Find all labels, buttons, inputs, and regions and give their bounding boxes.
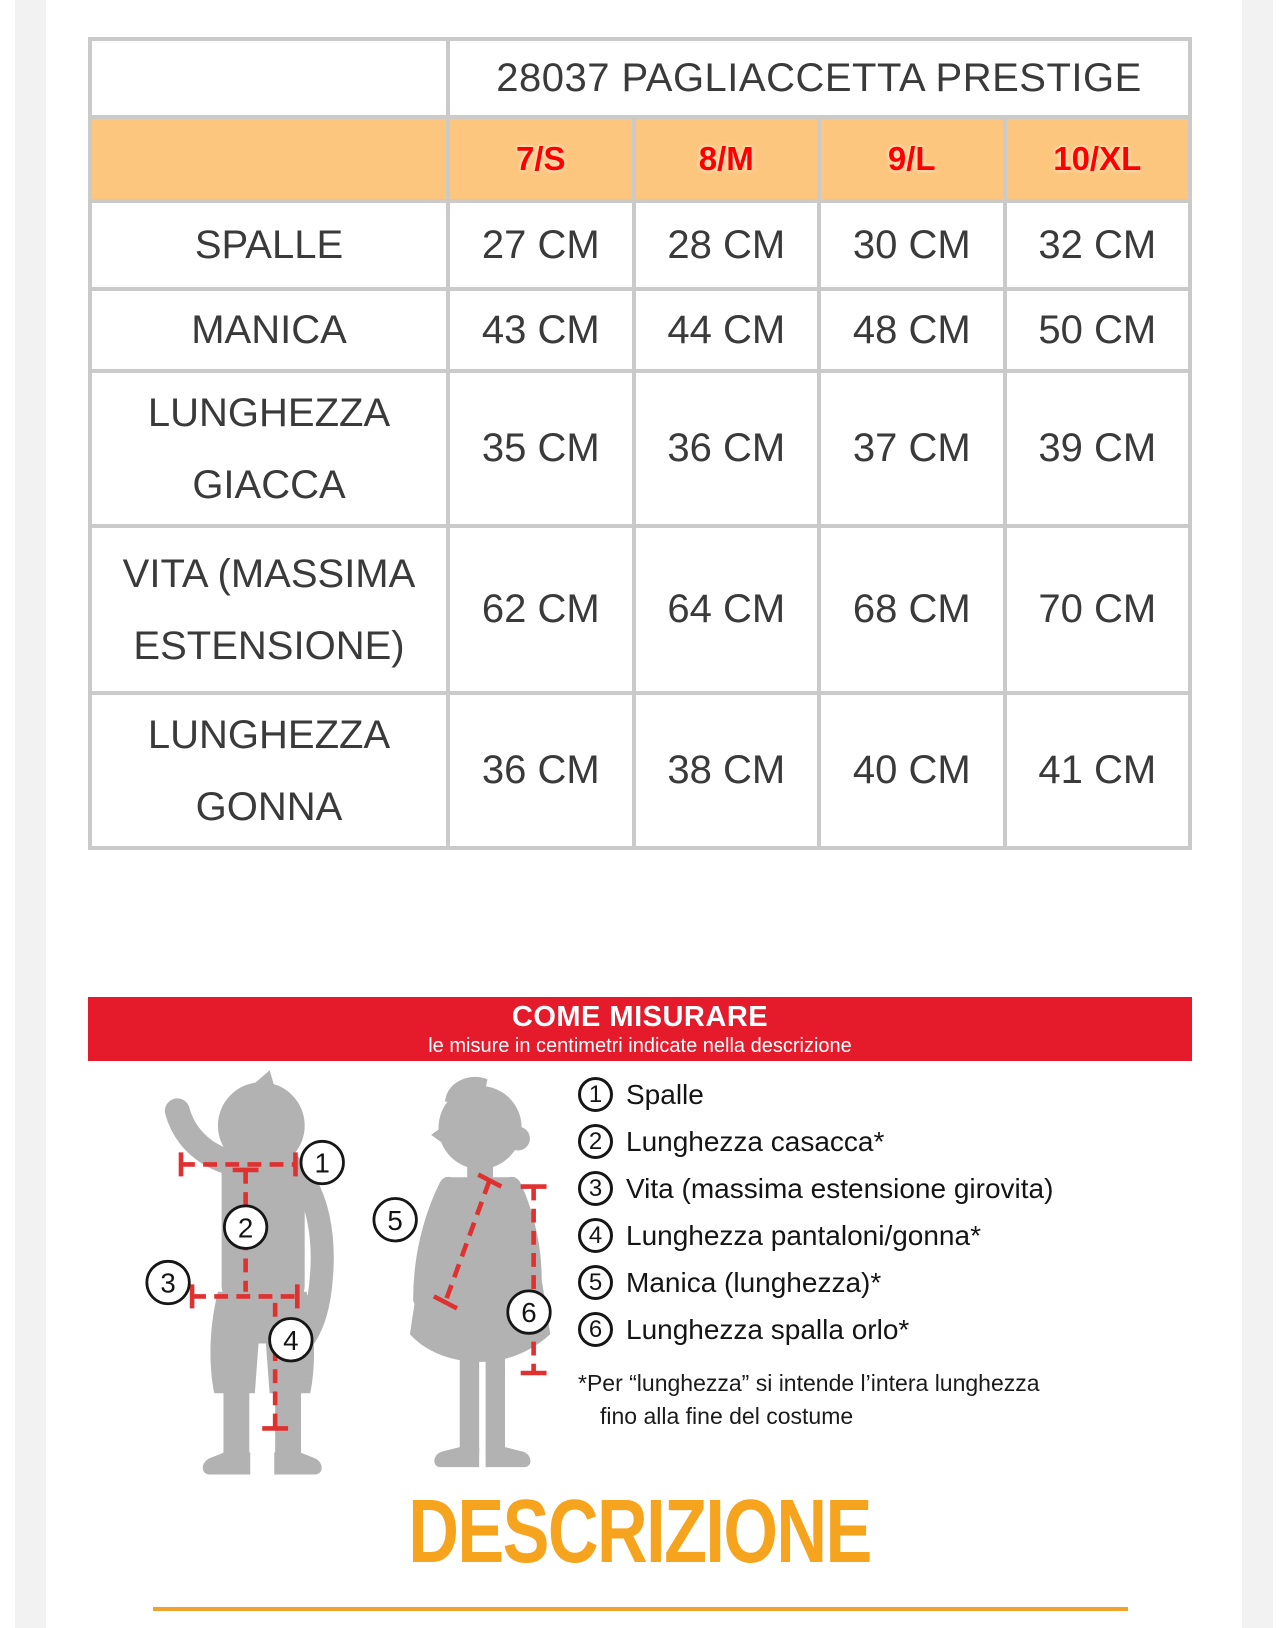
boy-silhouette <box>177 1070 322 1474</box>
row-label-line: GIACCA <box>192 462 346 507</box>
legend-label: Manica (lunghezza)* <box>626 1266 882 1298</box>
banner-title: COME MISURARE <box>511 1000 769 1033</box>
come-misurare-banner <box>88 997 1192 1061</box>
svg-text:6: 6 <box>521 1297 537 1329</box>
row-label <box>90 526 448 693</box>
row-label-line: LUNGHEZZA <box>147 712 391 757</box>
legend-item-casacca <box>578 1124 1192 1159</box>
measure-diagram <box>100 1061 574 1481</box>
table-cell: 70 CM <box>1005 526 1191 693</box>
table-row <box>90 289 1190 371</box>
table-row <box>90 117 1190 201</box>
table-cell: 27 CM <box>448 201 634 289</box>
product-title-cell: 28037 PAGLIACCETTA PRESTIGE <box>448 39 1190 117</box>
table-cell: 30 CM <box>819 201 1005 289</box>
svg-text:2: 2 <box>237 1212 254 1244</box>
table-row <box>90 201 1190 289</box>
marker-6 <box>508 1291 550 1333</box>
description-heading: DESCRIZIONE <box>408 1482 872 1582</box>
legend-label: Lunghezza spalla orlo* <box>626 1313 910 1345</box>
girl-silhouette <box>410 1077 550 1467</box>
size-header-spacer-cell <box>90 117 448 201</box>
legend-item-pantaloni <box>578 1218 1192 1253</box>
legend-number-badge: 6 <box>578 1312 613 1347</box>
svg-text:3: 3 <box>160 1267 176 1299</box>
table-cell: 35 CM <box>448 371 634 526</box>
table-row <box>90 371 1190 526</box>
description-section <box>88 1482 1192 1582</box>
marker-4 <box>270 1319 312 1361</box>
marker-2 <box>224 1206 266 1248</box>
size-chart-table <box>88 37 1192 850</box>
legend-number-badge: 3 <box>578 1171 613 1206</box>
row-label-line: SPALLE <box>194 223 344 267</box>
legend-label: Lunghezza pantaloni/gonna* <box>626 1219 981 1251</box>
size-guide-content <box>88 37 1192 1611</box>
measure-section <box>88 1061 1192 1481</box>
size-header-cell: 7/S <box>448 117 634 201</box>
table-cell: 36 CM <box>448 693 634 848</box>
table-row <box>90 693 1190 848</box>
row-label <box>90 289 448 371</box>
silhouettes-figure <box>100 1061 574 1481</box>
row-label-line: LUNGHEZZA <box>147 390 391 435</box>
svg-text:1: 1 <box>314 1147 330 1179</box>
svg-text:5: 5 <box>387 1204 403 1236</box>
table-cell: 68 CM <box>819 526 1005 693</box>
table-row <box>90 39 1190 117</box>
legend-number-badge: 2 <box>578 1124 613 1159</box>
legend-label: Vita (massima estensione girovita) <box>626 1172 1054 1204</box>
table-cell: 40 CM <box>819 693 1005 848</box>
marker-3 <box>147 1261 189 1303</box>
row-label-line: ESTENSIONE) <box>133 623 405 668</box>
size-header-cell: 8/M <box>634 117 820 201</box>
corner-cell <box>90 39 448 117</box>
measure-legend <box>574 1061 1192 1434</box>
row-label-line: MANICA <box>191 308 347 352</box>
legend-label: Spalle <box>626 1078 704 1110</box>
table-cell: 32 CM <box>1005 201 1191 289</box>
table-cell: 44 CM <box>634 289 820 371</box>
row-label-line: GONNA <box>195 784 343 829</box>
row-label <box>90 693 448 848</box>
table-cell: 43 CM <box>448 289 634 371</box>
table-cell: 37 CM <box>819 371 1005 526</box>
svg-text:4: 4 <box>283 1324 299 1356</box>
legend-item-spalla-orlo <box>578 1312 1192 1347</box>
page-right-gutter <box>1242 0 1273 1628</box>
row-label <box>90 371 448 526</box>
legend-item-vita <box>578 1171 1192 1206</box>
table-cell: 28 CM <box>634 201 820 289</box>
legend-item-spalle <box>578 1077 1192 1112</box>
table-cell: 62 CM <box>448 526 634 693</box>
table-cell: 64 CM <box>634 526 820 693</box>
table-cell: 39 CM <box>1005 371 1191 526</box>
measure-footnote <box>578 1367 1192 1434</box>
table-cell: 50 CM <box>1005 289 1191 371</box>
section-divider <box>153 1607 1128 1611</box>
legend-number-badge: 4 <box>578 1218 613 1253</box>
table-cell: 41 CM <box>1005 693 1191 848</box>
page-left-gutter <box>15 0 46 1628</box>
row-label-line: VITA (MASSIMA <box>122 551 416 596</box>
legend-item-manica <box>578 1265 1192 1300</box>
legend-number-badge: 1 <box>578 1077 613 1112</box>
table-cell: 48 CM <box>819 289 1005 371</box>
legend-number-badge: 5 <box>578 1265 613 1300</box>
marker-1 <box>301 1141 343 1183</box>
row-label <box>90 201 448 289</box>
footnote-line: fino alla fine del costume <box>600 1403 854 1430</box>
banner-subtitle: le misure in centimetri indicate nella descrizione <box>428 1034 852 1057</box>
table-cell: 38 CM <box>634 693 820 848</box>
legend-label: Lunghezza casacca* <box>626 1125 885 1157</box>
marker-5 <box>374 1199 416 1241</box>
table-cell: 36 CM <box>634 371 820 526</box>
size-header-cell: 10/XL <box>1005 117 1191 201</box>
size-header-cell: 9/L <box>819 117 1005 201</box>
table-row <box>90 526 1190 693</box>
footnote-line: *Per “lunghezza” si intende l’intera lunghezza <box>578 1370 1040 1396</box>
